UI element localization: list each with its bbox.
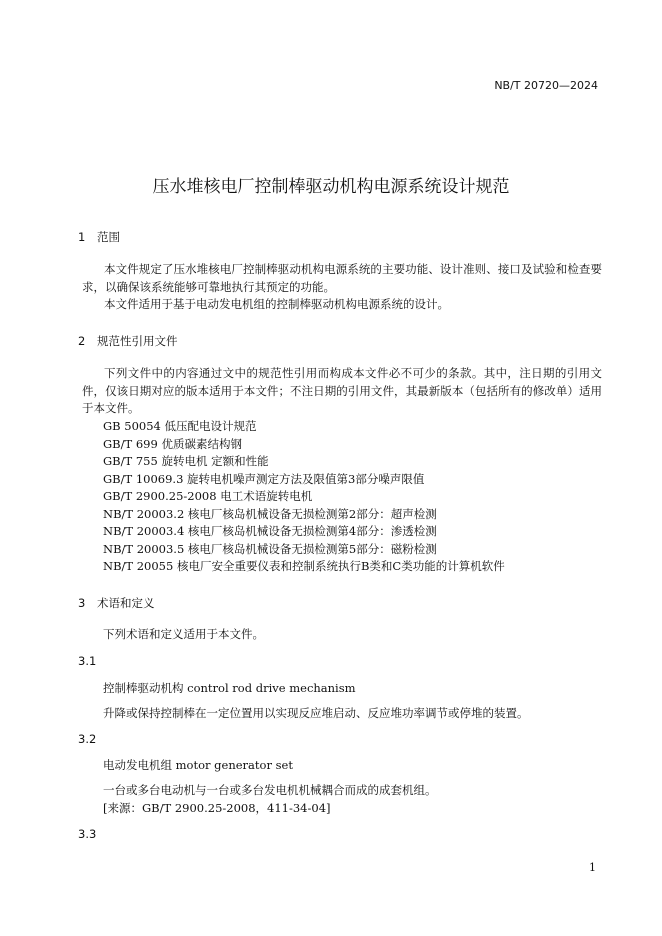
terms-intro: 下列术语和定义适用于本文件。 xyxy=(103,627,264,641)
section-number: 2 xyxy=(78,334,86,348)
document-code: NB/T 20720—2024 xyxy=(494,79,598,92)
section-2-heading xyxy=(78,333,178,349)
term-english: motor generator set xyxy=(175,758,293,772)
section-title: 规范性引用文件 xyxy=(97,334,178,348)
reference-item: NB/T 20003.2 核电厂核岛机械设备无损检测第2部分：超声检测 xyxy=(103,507,437,521)
clause-number: 3.2 xyxy=(78,732,97,746)
section-3-heading xyxy=(78,595,155,611)
scope-paragraph-2: 本文件适用于基于电动发电机组的控制棒驱动机构电源系统的设计。 xyxy=(104,297,449,311)
term-entry xyxy=(103,757,293,773)
term-definition: 一台或多台电动机与一台或多台发电机机械耦合而成的成套机组。 xyxy=(103,783,437,797)
reference-item: GB/T 10069.3 旋转电机噪声测定方法及限值第3部分噪声限值 xyxy=(103,472,425,486)
term-source: [来源：GB/T 2900.25-2008，411-34-04] xyxy=(103,801,331,815)
section-number: 1 xyxy=(78,230,86,244)
clause-number: 3.1 xyxy=(78,654,97,668)
reference-item: NB/T 20003.4 核电厂核岛机械设备无损检测第4部分：渗透检测 xyxy=(103,524,437,538)
section-title: 术语和定义 xyxy=(97,596,155,610)
references-intro: 下列文件中的内容通过文中的规范性引用而构成本文件必不可少的条款。其中，注日期的引用文件，仅该日期对应的版本适用于本文件；不注日期的引用文件，其最新版本（包括所有的修改单）适用于本文件。 xyxy=(82,366,602,415)
term-chinese: 控制棒驱动机构 xyxy=(103,681,184,695)
section-1-heading xyxy=(78,229,120,245)
reference-item: GB/T 699 优质碳素结构钢 xyxy=(103,437,242,451)
term-entry xyxy=(103,680,356,696)
section-number: 3 xyxy=(78,596,86,610)
term-definition: 升降或保持控制棒在一定位置用以实现反应堆启动、反应堆功率调节或停堆的装置。 xyxy=(103,706,529,720)
reference-item: NB/T 20003.5 核电厂核岛机械设备无损检测第5部分：磁粉检测 xyxy=(103,542,437,556)
page-number: 1 xyxy=(589,861,596,874)
term-english: control rod drive mechanism xyxy=(187,681,356,695)
scope-paragraph-1: 本文件规定了压水堆核电厂控制棒驱动机构电源系统的主要功能、设计准则、接口及试验和检查要求，以确保该系统能够可靠地执行其预定的功能。 xyxy=(82,262,602,294)
page-title: 压水堆核电厂控制棒驱动机构电源系统设计规范 xyxy=(152,177,510,197)
clause-number: 3.3 xyxy=(78,827,97,841)
section-title: 范围 xyxy=(97,230,120,244)
reference-item: GB 50054 低压配电设计规范 xyxy=(103,419,257,433)
reference-item: NB/T 20055 核电厂安全重要仪表和控制系统执行B类和C类功能的计算机软件 xyxy=(103,559,505,573)
reference-item: GB/T 2900.25-2008 电工术语旋转电机 xyxy=(103,489,313,503)
reference-item: GB/T 755 旋转电机 定额和性能 xyxy=(103,454,269,468)
term-chinese: 电动发电机组 xyxy=(103,758,172,772)
